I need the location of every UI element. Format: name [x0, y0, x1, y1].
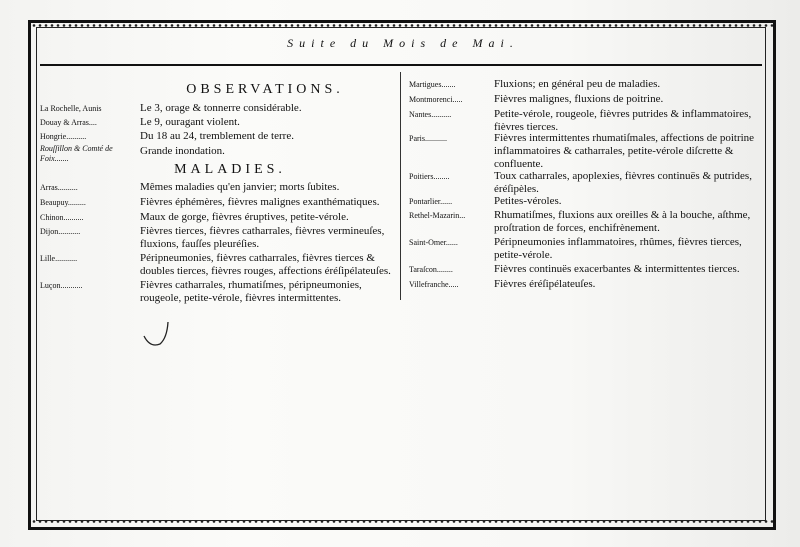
maladie-place: Lille...........	[40, 254, 78, 263]
entry-place: Pontarlier......	[409, 197, 453, 206]
entry-text: Péripneumonies inflammatoires, rhûmes, fièvres tierces, petite-vérole.	[494, 236, 742, 261]
maladie-text: Fièvres éphémères, fièvres malignes exanthématiques.	[140, 196, 380, 208]
entry-place: Nantes..........	[409, 110, 452, 119]
maladie-place: Dijon...........	[40, 227, 81, 236]
maladie-place: Chinon..........	[40, 213, 84, 222]
column-divider	[400, 72, 401, 300]
head-rule	[40, 64, 762, 66]
observations-title: OBSERVATIONS.	[186, 82, 344, 97]
observation-place: Hongrie..........	[40, 132, 87, 141]
entry-place: Paris...........	[409, 134, 447, 143]
observation-text: Le 3, orage & tonnerre considérable.	[140, 102, 302, 114]
entry-text: Fièvres malignes, fluxions de poitrine.	[494, 93, 664, 105]
observation-text: Grande inondation.	[140, 145, 225, 157]
entry-place: Martigues.......	[409, 80, 456, 89]
observation-place: Douay & Arras....	[40, 118, 97, 127]
entry-text: Petite-vérole, rougeole, fièvres putrides & inflammatoires, fièvres tierces.	[494, 108, 752, 133]
entry-text: Toux catharrales, apoplexies, fièvres continuës & putrides, éréſipèles.	[494, 170, 752, 195]
entry-place: Rethel-Mazarin...	[409, 211, 466, 220]
maladie-text: Péripneumonies, fièvres catharrales, fièvres tierces & doubles tierces, fièvres rouges, affections éréſipélateuſes.	[140, 252, 391, 277]
maladie-place: Beaupuy.........	[40, 198, 86, 207]
entry-text: Rhumatiſmes, fluxions aux oreilles & à la bouche, aſthme, proſtration de forces, enchifrènement.	[494, 209, 751, 234]
entry-text: Fièvres intermittentes rhumatiſmales, affections de poitrine inflammatoires & catharrales, petite-vérole diſcrette & confluente.	[494, 132, 755, 170]
maladie-place: Luçon...........	[40, 281, 83, 290]
entry-text: Fièvres continuës exacerbantes & intermittentes tierces.	[494, 263, 740, 275]
entry-text: Fluxions; en général peu de maladies.	[494, 78, 661, 90]
entry-text: Fièvres éréſipélateuſes.	[494, 278, 596, 290]
entry-place: Taraſcon........	[409, 265, 453, 274]
ornamental-rule-top	[31, 23, 773, 28]
maladie-text: Maux de gorge, fièvres éruptives, petite-vérole.	[140, 211, 349, 223]
maladie-text: Fièvres tierces, fièvres catharrales, fièvres vermineuſes, fluxions, fauſſes pleuréſies.	[140, 225, 385, 250]
entry-place: Villefranche.....	[409, 280, 459, 289]
entry-place: Saint-Omer......	[409, 238, 458, 247]
maladie-text: Fièvres catharrales, rhumatiſmes, péripneumonies, rougeole, petite-vérole, fièvres intermittentes.	[140, 279, 362, 304]
entry-text: Petites-véroles.	[494, 195, 562, 207]
observation-text: Le 9, ouragant violent.	[140, 116, 240, 128]
entry-place: Poitiers........	[409, 172, 450, 181]
ink-mark	[140, 318, 180, 350]
maladies-title: MALADIES.	[174, 162, 286, 177]
ornamental-rule-bottom	[31, 519, 773, 524]
observation-text: Du 18 au 24, tremblement de terre.	[140, 130, 294, 142]
running-head: Suite du Mois de Mai.	[287, 36, 519, 50]
observation-place: La Rochelle, Aunis	[40, 104, 102, 113]
entry-place: Montmorenci.....	[409, 95, 463, 104]
maladie-text: Mêmes maladies qu'en janvier; morts ſubites.	[140, 181, 340, 193]
maladie-place: Arras..........	[40, 183, 78, 192]
observation-place: Rouſſillon & Comté de Foix.......	[40, 144, 113, 163]
